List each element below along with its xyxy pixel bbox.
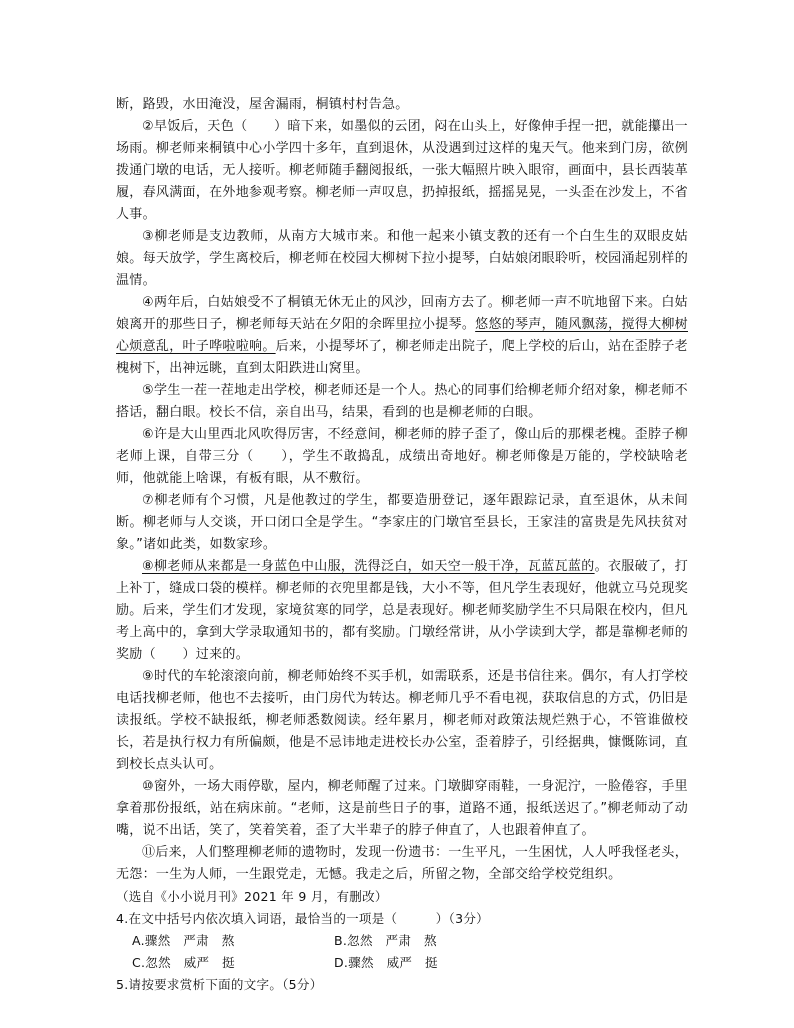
paragraph-3: ③柳老师是支边教师，从南方大城市来。和他一起来小镇支教的还有一个白生生的双眼皮姑娘。每天放学，学生离校后，柳老师在校园大柳树下拉小提琴，白姑娘闭眼聆听，校园涌起别样的温情。: [116, 229, 688, 288]
source-note: （选自《小小说月刊》2021 年 9 月，有删改）: [116, 889, 388, 904]
paragraph-8: [116, 556, 688, 666]
paragraph-1-tail: 断，路毁，水田淹没，屋舍漏雨，桐镇村村告急。: [116, 97, 409, 112]
paragraph-11: ⑪后来，人们整理柳老师的遗物时，发现一份遗书：一生平凡，一生困忧，人人呼我怪老头，无怨：一生为人师，一生跟党走，无憾。我走之后，所留之物，全部交给学校党组织。: [116, 845, 688, 882]
paragraph-4-text-b: 后来，小提琴坏了，柳老师走出院子，爬上学校的后山，站在歪脖子老槐树下，出神远眺，直到太阳跌进山窝里。: [116, 339, 688, 376]
paragraph-7: ⑦柳老师有个习惯，凡是他教过的学生，都要造册登记，逐年跟踪记录，直至退休，从未间断。柳老师与人交谈，开口闭口全是学生。“李家庄的门墩官至县长，王家洼的富贵是先风扶贫对象。”诸如此类，如数家珍。: [116, 493, 688, 552]
paragraph-4: [116, 292, 688, 380]
question-5-stem: 5.请按要求赏析下面的文字。（5分）: [116, 977, 323, 992]
question-4-options: [116, 930, 688, 974]
document-page: [116, 94, 688, 996]
option-b: B.忽然 严肃 熬: [334, 933, 437, 948]
option-a: A.骤然 严肃 熬: [132, 933, 235, 948]
paragraph-10: ⑩窗外，一场大雨停歇，屋内，柳老师醒了过来。门墩脚穿雨鞋，一身泥泞，一脸倦容，手里拿着那份报纸，站在病床前。“老师，这是前些日子的事，道路不通，报纸送迟了。”柳老师动了动嘴，说不出话，笑了，笑着笑着，歪了大半辈子的脖子伸直了，人也跟着伸直了。: [116, 779, 688, 838]
underlined-sentence-violin: 悠悠的琴声，随风飘荡，搅得大柳树心烦意乱，叶子哗啦啦响。: [116, 317, 688, 354]
paragraph-9: ⑨时代的车轮滚滚向前，柳老师始终不买手机，如需联系，还是书信往来。偶尔，有人打学校电话找柳老师，他也不去接听，由门房代为转达。柳老师几乎不看电视，获取信息的方式，仍旧是读报纸。学校不缺报纸，柳老师悉数阅读。经年累月，柳老师对政策法规烂熟于心，不管谁做校长，若是执行权力有所偏颇，他是不忌讳地走进校长办公室，歪着脖子，引经据典，慷慨陈词，直到校长点头认可。: [116, 669, 688, 772]
underlined-sentence-clothes: ⑧柳老师从来都是一身蓝色中山服，洗得泛白，如天空一般干净，瓦蓝瓦蓝的: [142, 559, 595, 574]
paragraph-4-text-a: ④两年后，白姑娘受不了桐镇无休无止的风沙，回南方去了。柳老师一声不吭地留下来。白姑娘离开的那些日子，柳老师每天站在夕阳的余晖里拉小提琴。: [116, 295, 688, 332]
option-c: C.忽然 威严 挺: [132, 955, 235, 970]
paragraph-2: ②早饭后，天色（ ）暗下来，如墨似的云团，闷在山头上，好像伸手捏一把，就能攥出一场雨。柳老师来桐镇中心小学四十多年，直到退休，从没遇到过这样的鬼天气。他来到门房，欲例拨通门墩的电话，无人接听。柳老师随手翻阅报纸，一张大幅照片映入眼帘，画面中，县长西装革履，春风满面，在外地参观考察。柳老师一声叹息，扔掉报纸，摇摇晃晃，一头歪在沙发上，不省人事。: [116, 119, 688, 222]
paragraph-6: ⑥许是大山里西北风吹得厉害，不经意间，柳老师的脖子歪了，像山后的那棵老槐。歪脖子柳老师上课，自带三分（ ），学生不敢捣乱，成绩出奇地好。柳老师像是万能的，学校缺啥老师，他就能上啥课，有板有眼，从不敷衍。: [116, 427, 688, 486]
paragraph-8-text: 。衣服破了，打上补丁，缝成口袋的模样。柳老师的衣兜里都是钱，大小不等，但凡学生表现好，他就立马兑现奖励。后来，学生们才发现，家境贫寒的同学，总是表现好。柳老师奖励学生不只局限在校内，但凡考上高中的，拿到大学录取通知书的，都有奖励。门墩经常讲，从小学读到大学，都是靠柳老师的奖励（ ）过来的。: [116, 559, 688, 662]
option-d: D.骤然 威严 挺: [334, 955, 438, 970]
paragraph-5: ⑤学生一茬一茬地走出学校，柳老师还是一个人。热心的同事们给柳老师介绍对象，柳老师不搭话，翻白眼。校长不信，亲自出马，结果，看到的也是柳老师的白眼。: [116, 383, 688, 420]
question-4-stem: 4.在文中括号内依次填入词语，最恰当的一项是（ ）（3分）: [116, 911, 489, 926]
